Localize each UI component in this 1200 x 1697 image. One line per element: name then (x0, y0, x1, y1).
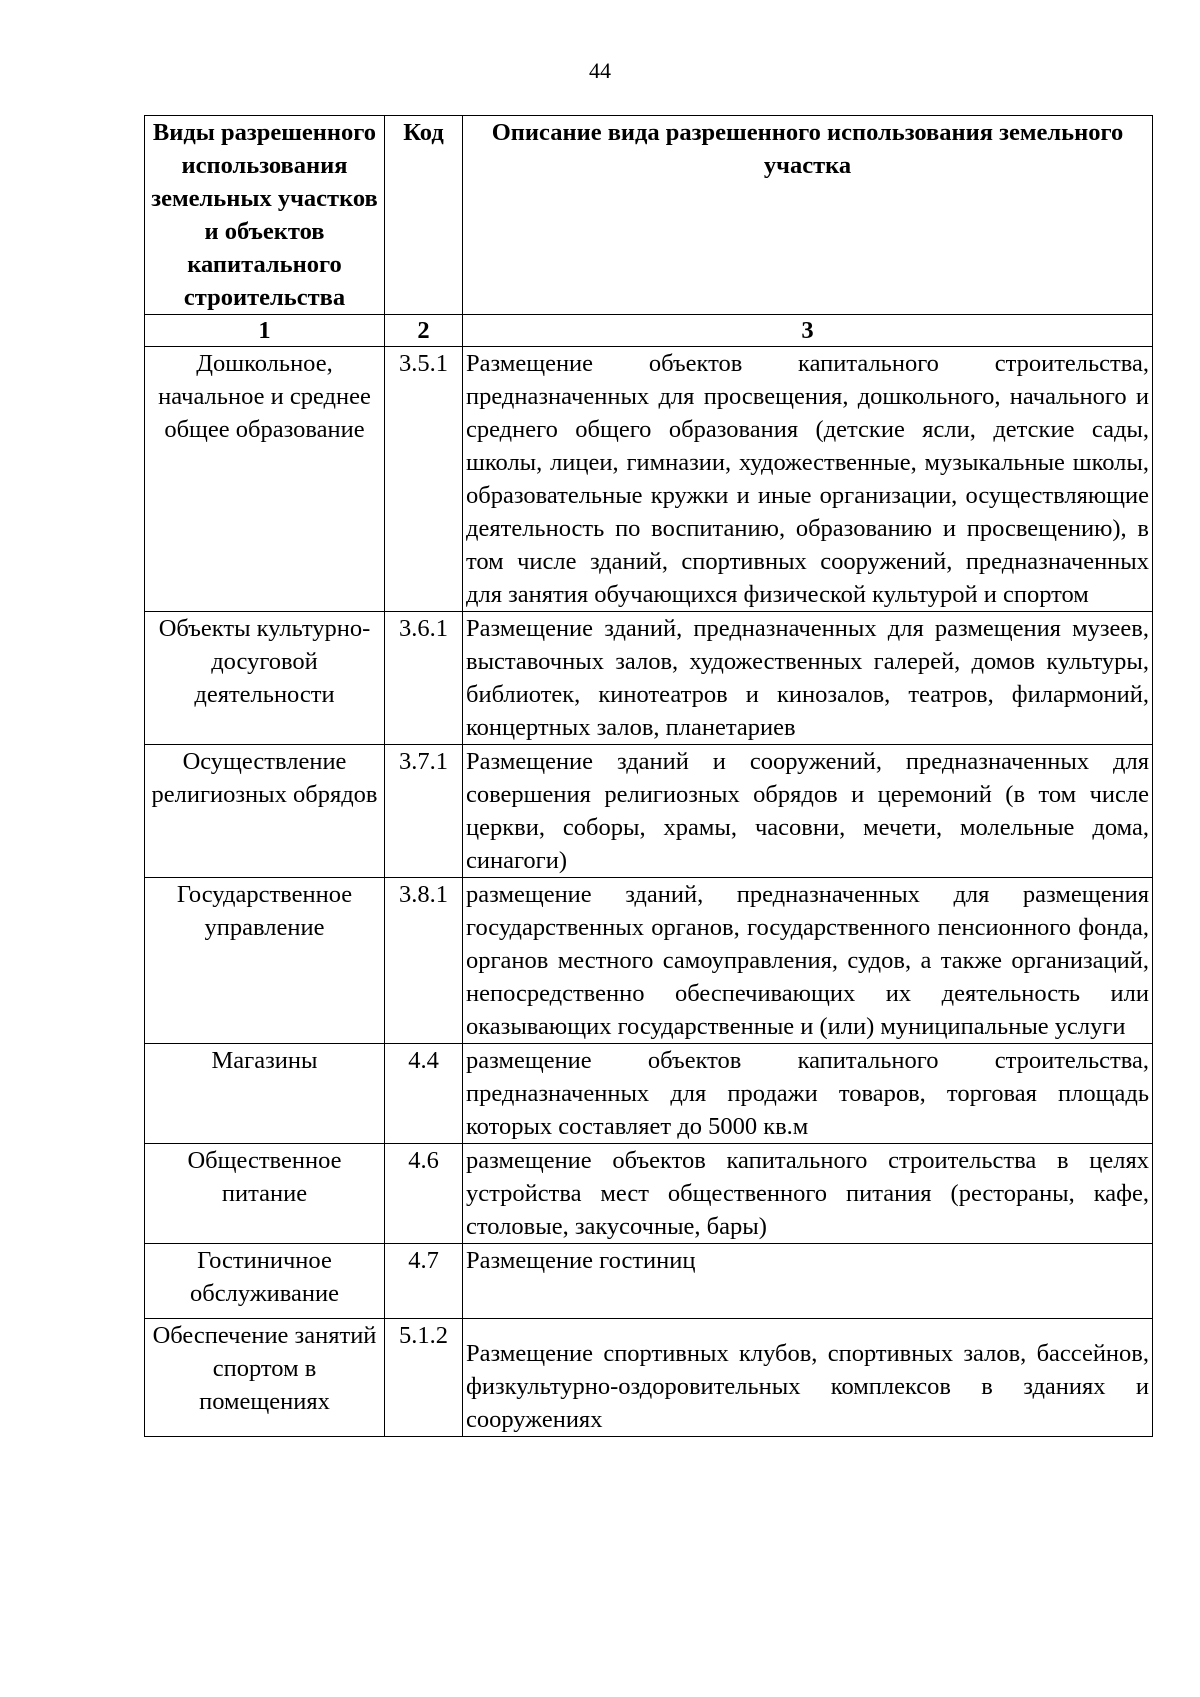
table-row (145, 878, 1153, 1044)
row-code: 3.5.1 (385, 347, 463, 612)
row-description: Размещение объектов капитального строительства, предназначенных для просвещения, дошкольного, начального и среднего общего образования (детские ясли, детские сады, школы, лицеи, гимназии, художественные, музыкальные школы, образовательные кружки и иные организации, осуществляющие деятельность по воспитанию, образованию и просвещению), в том числе зданий, спортивных сооружений, предназначенных для занятия обучающихся физической культурой и спортом (463, 347, 1153, 612)
row-description: Размещение зданий и сооружений, предназначенных для совершения религиозных обрядов и церемоний (в том числе церкви, соборы, храмы, часовни, мечети, молельные дома, синагоги) (463, 745, 1153, 878)
row-land-use-name: Государственное управление (145, 878, 385, 1044)
row-land-use-name: Гостиничное обслуживание (145, 1244, 385, 1319)
column-number-row (145, 315, 1153, 347)
row-code: 4.7 (385, 1244, 463, 1319)
table-row (145, 1244, 1153, 1319)
row-description: размещение объектов капитального строительства в целях устройства мест общественного питания (рестораны, кафе, столовые, закусочные, бары) (463, 1144, 1153, 1244)
header-description: Описание вида разрешенного использования земельного участка (463, 116, 1153, 315)
column-number-2: 2 (385, 315, 463, 347)
page-number: 44 (589, 58, 611, 83)
header-land-use-type: Виды разрешенного использования земельных участков и объектов капитального строительства (145, 116, 385, 315)
row-description: размещение зданий, предназначенных для размещения государственных органов, государственного пенсионного фонда, органов местного самоуправления, судов, а также организаций, непосредственно обеспечивающих их деятельность или оказывающих государственные и (или) муниципальные услуги (463, 878, 1153, 1044)
table-row (145, 347, 1153, 612)
table-row (145, 745, 1153, 878)
header-code: Код (385, 116, 463, 315)
row-code: 3.8.1 (385, 878, 463, 1044)
row-code: 3.7.1 (385, 745, 463, 878)
row-land-use-name: Обеспечение занятий спортом в помещениях (145, 1319, 385, 1437)
table-row (145, 1044, 1153, 1144)
table-row (145, 1144, 1153, 1244)
row-code: 3.6.1 (385, 612, 463, 745)
row-description: Размещение гостиниц (463, 1244, 1153, 1319)
land-use-table (144, 115, 1153, 1437)
row-land-use-name: Общественное питание (145, 1144, 385, 1244)
table-row (145, 612, 1153, 745)
row-code: 5.1.2 (385, 1319, 463, 1437)
column-number-1: 1 (145, 315, 385, 347)
row-land-use-name: Магазины (145, 1044, 385, 1144)
row-land-use-name: Объекты культурно-досуговой деятельности (145, 612, 385, 745)
column-number-3: 3 (463, 315, 1153, 347)
table-header-row (145, 116, 1153, 315)
row-land-use-name: Осуществление религиозных обрядов (145, 745, 385, 878)
row-description: Размещение зданий, предназначенных для размещения музеев, выставочных залов, художественных галерей, домов культуры, библиотек, кинотеатров и кинозалов, театров, филармоний, концертных залов, планетариев (463, 612, 1153, 745)
row-land-use-name: Дошкольное, начальное и среднее общее образование (145, 347, 385, 612)
row-description: Размещение спортивных клубов, спортивных залов, бассейнов, физкультурно-оздоровительных комплексов в зданиях и сооружениях (463, 1319, 1153, 1437)
table-row (145, 1319, 1153, 1437)
row-code: 4.4 (385, 1044, 463, 1144)
row-code: 4.6 (385, 1144, 463, 1244)
row-description: размещение объектов капитального строительства, предназначенных для продажи товаров, торговая площадь которых составляет до 5000 кв.м (463, 1044, 1153, 1144)
